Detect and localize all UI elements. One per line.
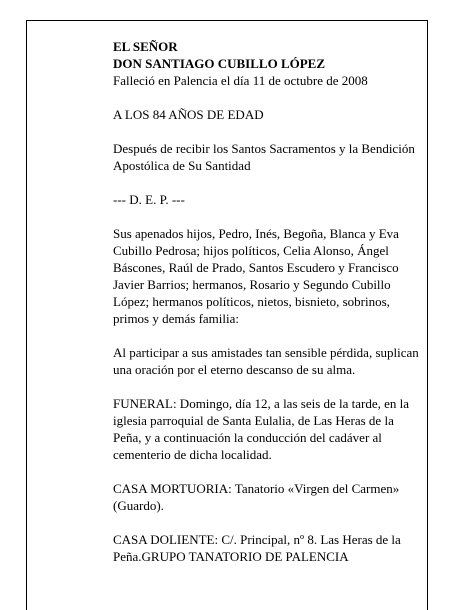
funeral-paragraph: FUNERAL: Domingo, día 12, a las seis de la tarde, en la iglesia parroquial de Santa Eulalia, de Las Heras de la Peña, y a continuación la conducción del cadáver al cementerio de dicha localidad. bbox=[113, 396, 410, 462]
mourning-house-paragraph: CASA DOLIENTE: C/. Principal, nº 8. Las Heras de la Peña.GRUPO TANATORIO DE PALENCIA bbox=[113, 532, 401, 564]
family-paragraph: Sus apenados hijos, Pedro, Inés, Begoña, Blanca y Eva Cubillo Pedrosa; hijos políticos, Celia Alonso, Ángel Báscones, Raúl de Prado, Santos Escudero y Francisco Javier Barrios; hermanos, Rosario y Segundo Cubillo López; hermanos políticos, nietos, bisnieto, sobrinos, primos y demás familia: bbox=[113, 226, 399, 326]
title-line-1: EL SEÑOR bbox=[113, 39, 178, 54]
death-date-line: Falleció en Palencia el día 11 de octubre de 2008 bbox=[113, 73, 368, 88]
mortuary-paragraph: CASA MORTUORIA: Tanatorio «Virgen del Carmen» (Guardo). bbox=[113, 481, 400, 513]
age-line: A LOS 84 AÑOS DE EDAD bbox=[113, 107, 264, 122]
prayer-request-paragraph: Al participar a sus amistades tan sensible pérdida, suplican una oración por el eterno descanso de su alma. bbox=[113, 345, 419, 377]
sacraments-paragraph: Después de recibir los Santos Sacramentos y la Bendición Apostólica de Su Santidad bbox=[113, 141, 415, 173]
obituary-notice bbox=[113, 38, 425, 565]
deceased-name: DON SANTIAGO CUBILLO LÓPEZ bbox=[113, 56, 326, 71]
rip-line: --- D. E. P. --- bbox=[113, 192, 185, 207]
